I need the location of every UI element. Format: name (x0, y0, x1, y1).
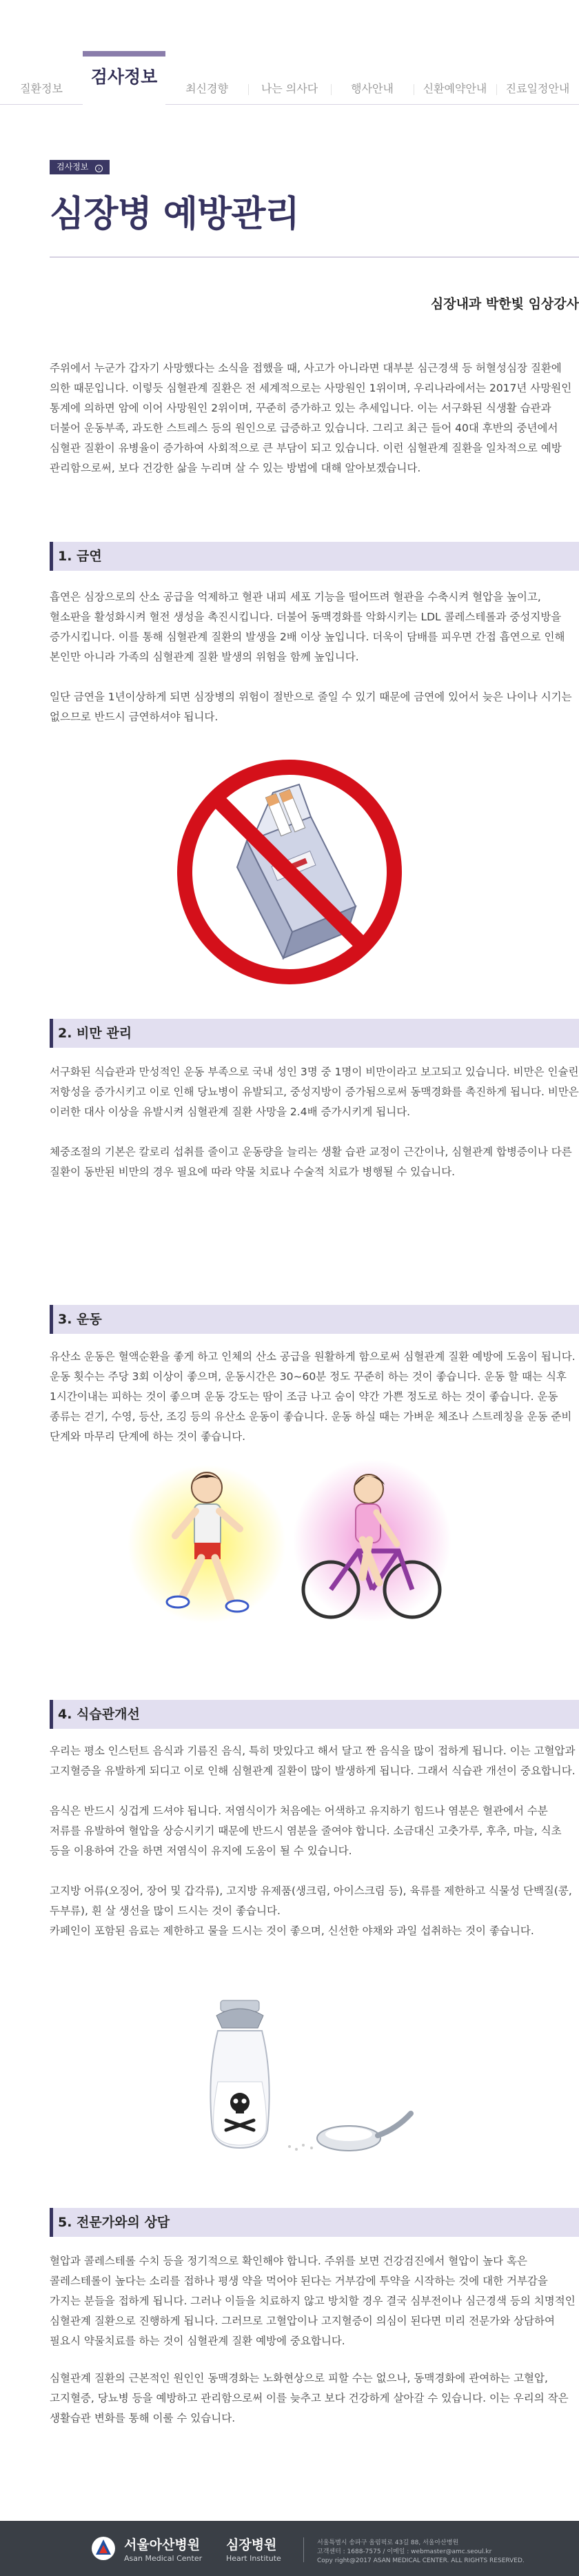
heading-marker (50, 542, 53, 571)
section-heading-diet (50, 1700, 579, 1729)
author-byline: 심장내과 박한빛 임상강사 (430, 296, 579, 312)
section-paragraph: 흡연은 심장으로의 산소 공급을 억제하고 혈관 내피 세포 기능을 떨어뜨려 혈관을 수축시켜 혈압을 높이고, 혈소판을 활성화시켜 혈전 생성을 촉진시킵니다. 더불어 동맥경화를 악화시키는 LDL 콜레스테롤과 중성지방을 증가시킵니다. 이를 통해 심혈관계 질환의 발생을 2배 이상 높입니다. 더욱이 담배를 피우면 간접 흡연으로 인해 본인만 아니라 가족의 심혈관계 질환 발생의 위험을 함께 높입니다. (50, 591, 565, 663)
section-heading-text: 3. 운동 (58, 1312, 102, 1327)
section-heading-text: 2. 비만 관리 (58, 1026, 132, 1041)
hospital-name-en: Asan Medical Center (124, 2554, 203, 2563)
institute-name: 심장병원 (226, 2537, 277, 2553)
top-navigation (0, 50, 579, 105)
exercise-illustration (124, 1454, 469, 1634)
section-paragraph: 심혈관계 질환의 근본적인 원인인 동맥경화는 노화현상으로 피할 수는 없으나, 동맥경화에 관여하는 고혈압, 고지혈증, 당뇨병 등을 예방하고 관리함으로써 이를 늦추고 보다 건강하게 살아갈 수 있습니다. 이는 우리의 작은 생활습관 변화를 통해 이룰 수 있습니다. (50, 2372, 569, 2424)
intro-paragraph: 주위에서 누군가 갑자기 사망했다는 소식을 접했을 때, 사고가 아니라면 대부분 심근경색 등 허혈성심장 질환에 의한 때문입니다. 이렇듯 심혈관계 질환은 전 세계적으로는 사망원인 1위이며, 우리나라에서는 2017년 사망원인 통계에 의하면 암에 이어 사망원인 2위이며, 꾸준히 증가하고 있는 추세입니다. 이는 서구화된 식생활 습관과 더불어 운동부족, 과도한 스트레스 등의 원인으로 급증하고 있습니다. 그리고 최근 들어 40대 후반의 중년에서 심혈관 질환이 유병율이 증가하여 사회적으로 큰 부담이 되고 있습니다. 이런 심혈관계 질환을 일차적으로 예방 관리함으로써, 보다 건강한 삶을 누리며 살 수 있는 방법에 대해 알아보겠습니다. (50, 362, 572, 474)
heading-marker (50, 2208, 53, 2237)
section-heading-text: 1. 금연 (58, 549, 102, 564)
section-paragraph: 일단 금연을 1년이상하게 되면 심장병의 위험이 절반으로 줄일 수 있기 때문에 금연에 있어서 늦은 나이나 시기는 없으므로 반드시 금연하셔야 됩니다. (50, 691, 572, 723)
section-paragraph: 혈압과 콜레스테롤 수치 등을 정기적으로 확인해야 합니다. 주위를 보면 건강검진에서 혈압이 높다 혹은 콜레스테롤이 높다는 소리를 접하나 평생 약을 먹어야 된다는 거부감에 투약을 시작하는 것에 대한 거부감을 가지는 분들을 접하게 됩니다. 그러나 이들을 치료하지 않고 방치할 경우 결국 심부전이나 심근경색 등의 치명적인 심혈관계 질환으로 진행하게 됩니다. 그러므로 고혈압이나 고지혈증이 의심이 된다면 미리 전문가와 상담하여 필요시 약물치료를 하는 것이 심혈관계 질환 예방에 중요합니다. (50, 2255, 576, 2347)
footer-contact: 고객센터 : 1688-7575 / 이메일 : webmaster@amc.seoul.kr (317, 2548, 492, 2555)
section-paragraph: 체중조절의 기본은 칼로리 섭취를 줄이고 운동량을 늘리는 생활 습관 교정이 근간이나, 심혈관계 합병증이나 다른 질환이 동반된 비만의 경우 필요에 따라 약물 치료나 수술적 치료가 병행될 수 있습니다. (50, 1146, 572, 1178)
section-heading-consultation (50, 2208, 579, 2237)
salt-shaker-illustration (186, 1992, 414, 2164)
section-paragraph: 우리는 평소 인스턴트 음식과 기름진 음식, 특히 맛있다고 해서 달고 짠 음식을 많이 접하게 됩니다. 이는 고혈압과 고지혈증을 유발하게 되디고 이로 인해 심혈관계 질환이 많이 발생하게 됩니다. 그래서 식습관 개선이 중요합니다. (50, 1745, 576, 1777)
section-heading-exercise (50, 1305, 579, 1334)
section-heading-obesity (50, 1019, 579, 1048)
section-heading-text: 4. 식습관개선 (58, 1707, 140, 1722)
salt-spoon (288, 2113, 411, 2151)
institute-name-en: Heart Institute (226, 2554, 281, 2563)
section-paragraph: 고지방 어류(오징어, 장어 및 갑각류), 고지방 유제품(생크림, 아이스크림 등), 육류를 제한하고 식물성 단백질(콩, 두부류), 흰 살 생선을 많이 드시는 것이 좋습니다. (50, 1885, 572, 1917)
section-paragraph: 음식은 반드시 싱겁게 드셔야 됩니다. 저염식이가 처음에는 어색하고 유지하기 힘드나 염분은 혈관에서 수분 저류를 유발하여 혈압을 상승시키기 때문에 반드시 염분을 줄여야 합니다. 소금대신 고춧가루, 후추, 마늘, 식초 등을 이용하여 간을 하면 저염식이 유지에 도움이 될 수 있습니다. (50, 1805, 562, 1857)
heading-marker (50, 1700, 53, 1729)
section-heading-text: 5. 전문가와의 상담 (58, 2215, 170, 2230)
no-smoking-illustration (170, 751, 409, 993)
footer-address: 서울특별시 송파구 올림픽로 43길 88, 서울아산병원 (317, 2539, 459, 2546)
tab-test-info[interactable]: 검사정보 (83, 51, 165, 105)
section-paragraph: 카페인이 포함된 음료는 제한하고 물을 드시는 것이 좋으며, 신선한 야채와 과일 섭취하는 것이 좋습니다. (50, 1925, 534, 1937)
category-badge (50, 160, 110, 174)
page-title: 심장병 예방관리 (50, 194, 299, 235)
tab-schedule[interactable]: 진료일정안내 (496, 73, 579, 105)
hospital-logo-icon (91, 2536, 116, 2561)
tab-i-am-doctor[interactable]: 나는 의사다 (248, 73, 331, 105)
tab-latest-trends[interactable]: 최신경향 (185, 82, 228, 95)
footer (0, 2521, 579, 2576)
salt-shaker (210, 2000, 269, 2148)
tab-disease-info[interactable]: 질환정보 (20, 82, 63, 95)
badge-label: 검사정보 (57, 162, 89, 172)
hospital-name: 서울아산병원 (124, 2537, 201, 2553)
footer-contact-info (317, 2539, 572, 2566)
tab-events[interactable]: 행사안내 (331, 73, 414, 105)
heading-marker (50, 1019, 53, 1048)
section-paragraph: 유산소 운동은 혈액순환을 좋게 하고 인체의 산소 공급을 원활하게 함으로써 심혈관계 질환 예방에 도움이 됩니다. 운동 횟수는 주당 3회 이상이 좋으며, 운동시간은 30~60분 정도 꾸준히 하는 것이 좋습니다. 운동 할 때는 식후 1시간이내는 피하는 것이 좋으며 운동 강도는 땀이 조금 나고 숨이 약간 가쁜 정도로 하는 것이 좋습니다. 운동 종류는 걷기, 수영, 등산, 조깅 등의 유산소 운동이 좋습니다. 운동 하실 때는 가벼운 체조나 스트레칭을 운동 준비 단계와 마무리 단계에 하는 것이 좋습니다. (50, 1350, 576, 1443)
section-paragraph: 서구화된 식습관과 만성적인 운동 부족으로 국내 성인 3명 중 1명이 비만이라고 보고되고 있습니다. 비만은 인슐린 저항성을 증가시키고 이로 인해 당뇨병이 유발되고, 중성지방이 증가됨으로써 동맥경화를 촉진하게 됩니다. 비만은 이러한 대사 이상을 유발시켜 심혈관계 질환 사망을 2.4배 증가시키게 됩니다. (50, 1066, 579, 1118)
section-heading-smoking (50, 542, 579, 571)
circle-arrow-icon: › (95, 165, 103, 172)
heading-marker (50, 1305, 53, 1334)
tab-new-patient-booking[interactable]: 신환예약안내 (414, 73, 496, 105)
cycling-woman (293, 1459, 451, 1622)
jogging-man (128, 1465, 286, 1623)
title-divider (50, 256, 579, 258)
footer-divider (303, 2537, 304, 2562)
footer-copyright: Copy right@2017 ASAN MEDICAL CENTER. ALL RIGHTS RESERVED. (317, 2557, 525, 2564)
